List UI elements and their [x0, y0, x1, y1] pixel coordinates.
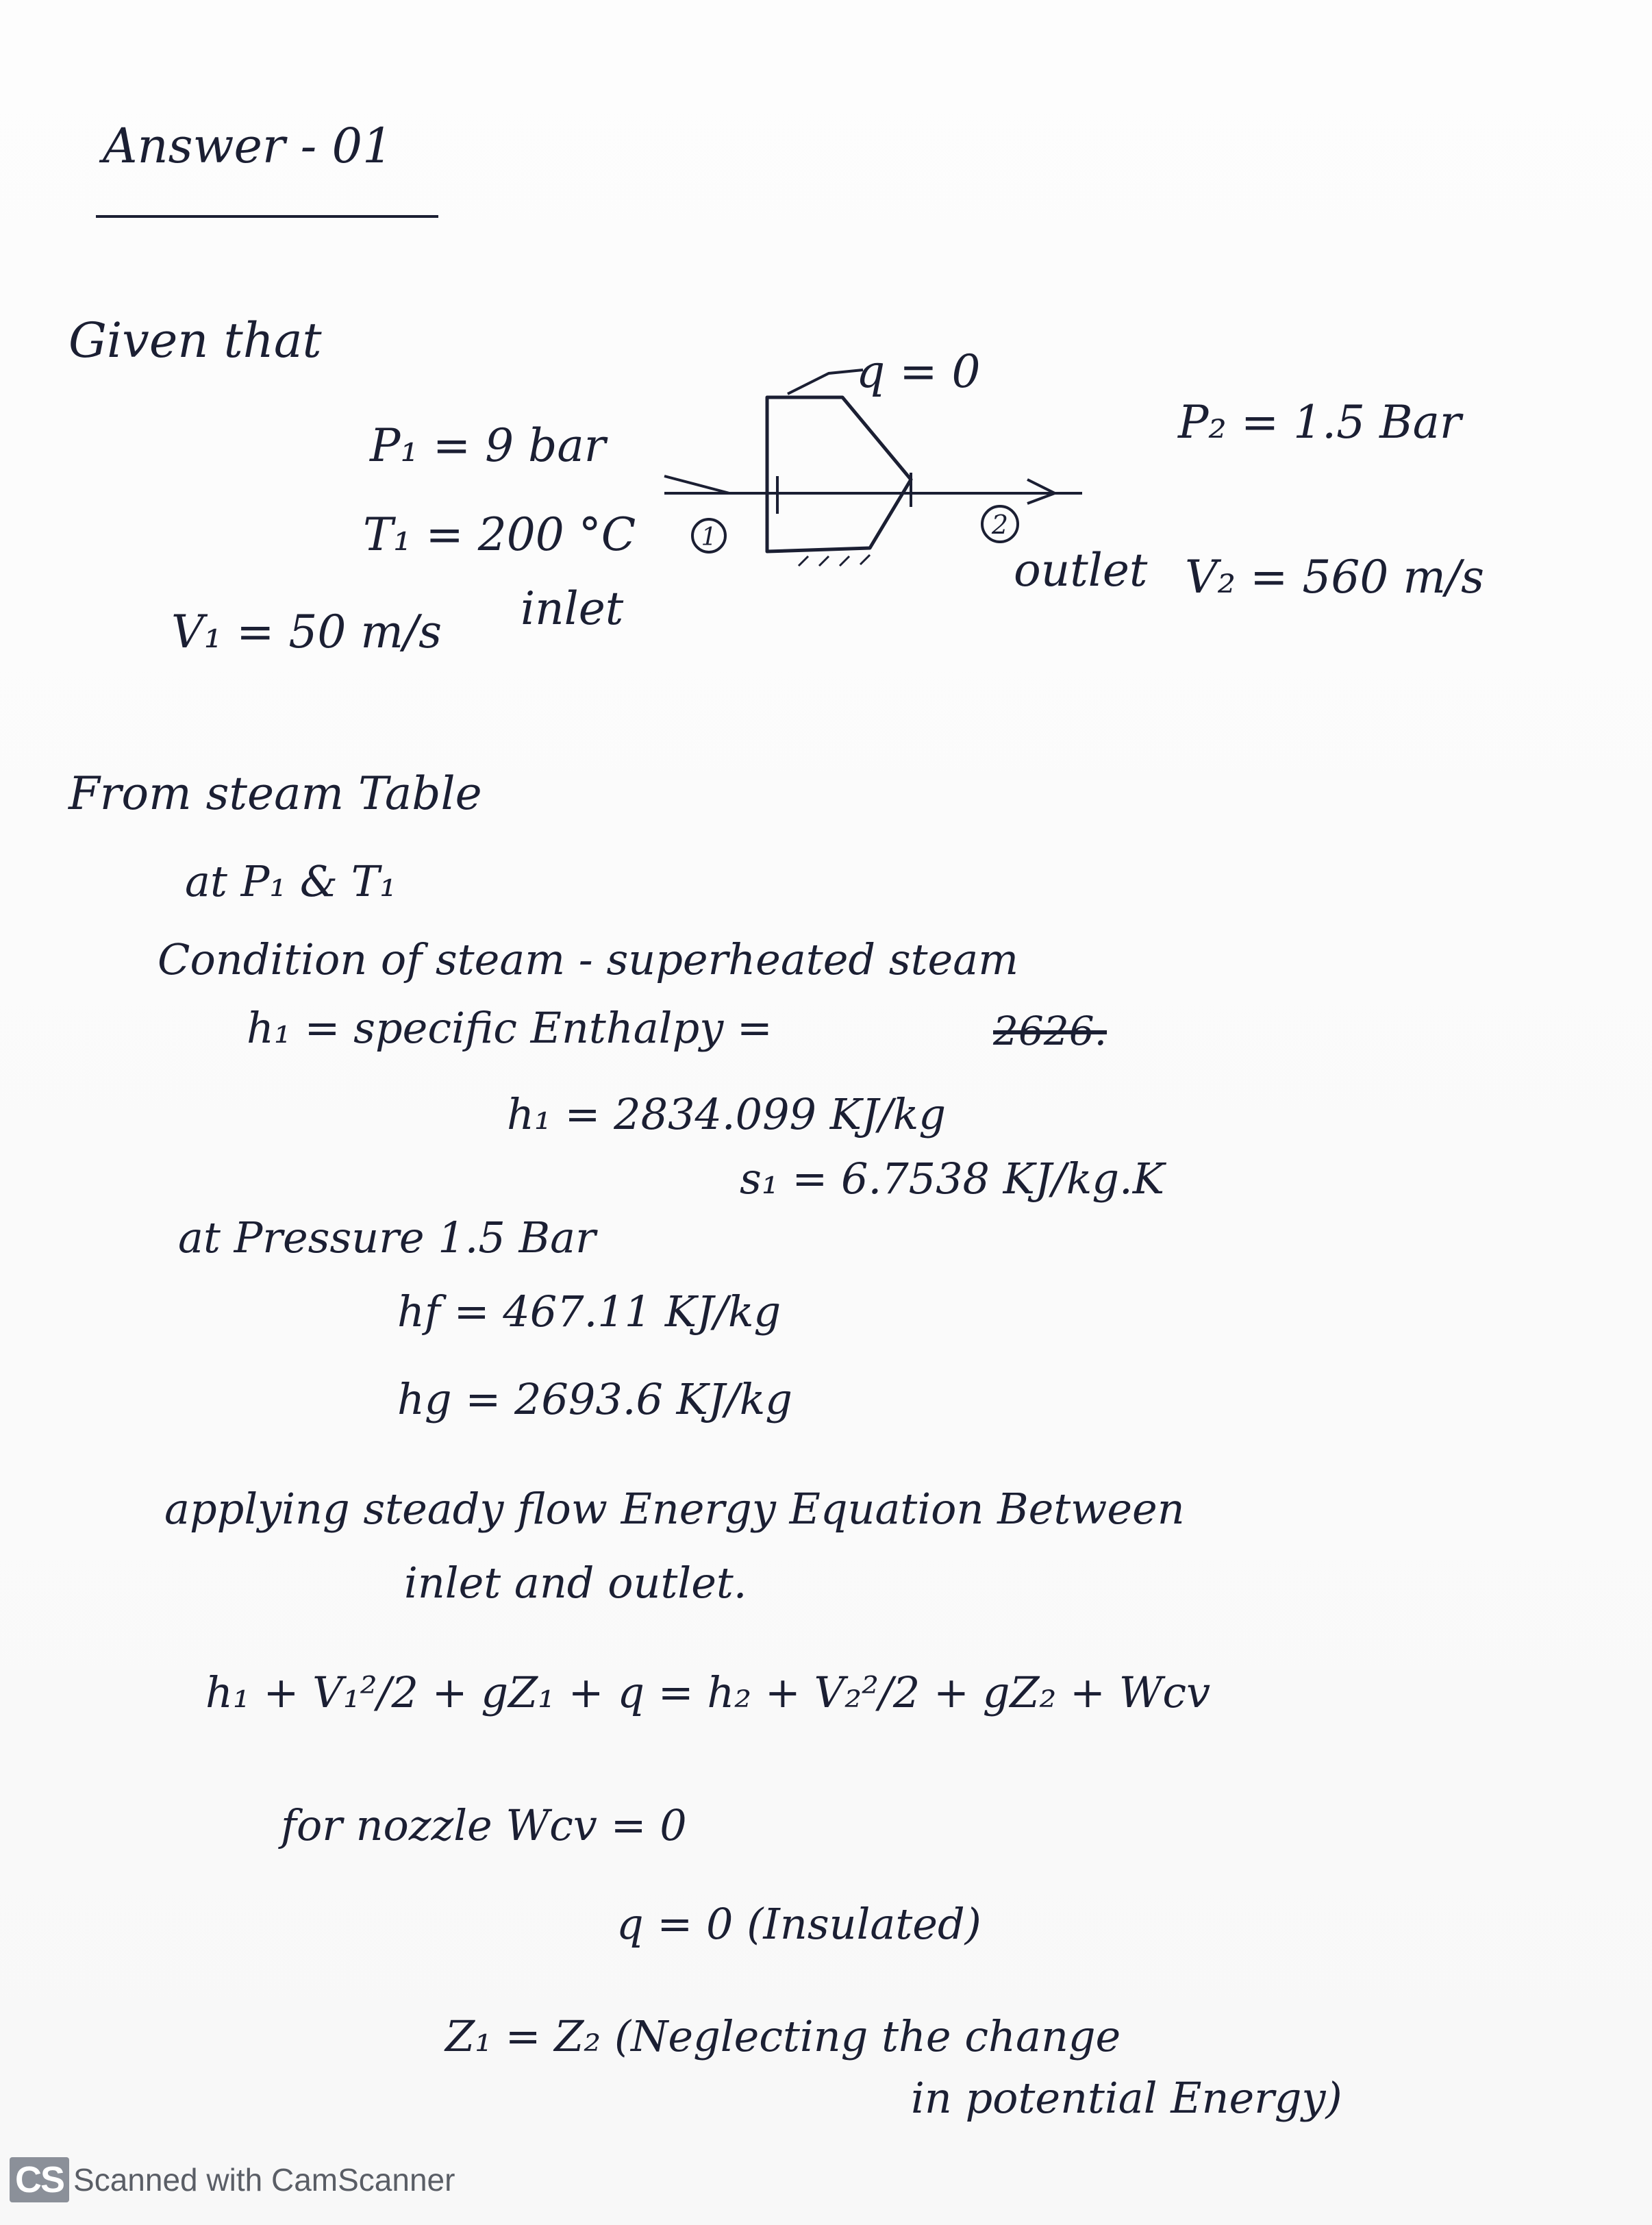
sfee-line2: inlet and outlet.: [404, 1558, 747, 1608]
steam-table-line2: at P₁ & T₁: [185, 856, 397, 906]
outlet-label: outlet: [1014, 544, 1148, 597]
answer-heading: Answer - 01: [103, 118, 393, 174]
z-equal: Z₁ = Z₂ (Neglecting the change: [445, 2011, 1121, 2061]
steam-table-line1: From steam Table: [68, 767, 482, 820]
q-insulated: q = 0 (Insulated): [616, 1899, 981, 1949]
s1-value: s₁ = 6.7538 KJ/kg.K: [740, 1154, 1165, 1204]
insulation-hatch: [799, 555, 870, 566]
given-that-label: Given that: [68, 312, 322, 369]
heat-arrow: [788, 370, 863, 394]
given-p2: P₂ = 1.5 Bar: [1178, 396, 1462, 449]
h1-value: h₁ = 2834.099 KJ/kg: [507, 1089, 947, 1139]
inlet-label: inlet: [521, 582, 624, 635]
given-t1: T₁ = 200 °C: [363, 508, 636, 561]
node-2-label: 2: [991, 510, 1009, 540]
outlet-arrow: [1027, 480, 1055, 504]
steam-condition: Condition of steam - superheated steam: [158, 934, 1018, 984]
hf-value: hf = 467.11 KJ/kg: [397, 1286, 781, 1337]
camscanner-logo: CS: [10, 2157, 69, 2202]
nozzle-work: for nozzle Wcv = 0: [281, 1800, 687, 1850]
given-v1: V₁ = 50 m/s: [171, 606, 442, 658]
sfee-line1: applying steady flow Energy Equation Between: [164, 1484, 1185, 1534]
given-p1: P₁ = 9 bar: [370, 419, 606, 472]
given-v2: V₂ = 560 m/s: [1185, 551, 1485, 604]
camscanner-text: Scanned with CamScanner: [73, 2162, 455, 2198]
heading-underline: [96, 215, 438, 218]
z-note: in potential Energy): [911, 2073, 1342, 2123]
hg-value: hg = 2693.6 KJ/kg: [397, 1374, 792, 1424]
camscanner-watermark: [10, 2155, 455, 2204]
node-1-label: 1: [701, 523, 717, 551]
pressure-line: at Pressure 1.5 Bar: [178, 1213, 596, 1263]
inlet-arrow: [664, 476, 729, 493]
sfee-equation: h₁ + V₁²/2 + gZ₁ + q = h₂ + V₂²/2 + gZ₂ + Wcv: [205, 1667, 1211, 1717]
nozzle-outline: [767, 397, 911, 551]
h1-struck-value: 2626.: [993, 1008, 1107, 1054]
h1-definition: h₁ = specific Enthalpy =: [247, 1003, 773, 1053]
q-zero-label: q = 0: [856, 345, 981, 398]
